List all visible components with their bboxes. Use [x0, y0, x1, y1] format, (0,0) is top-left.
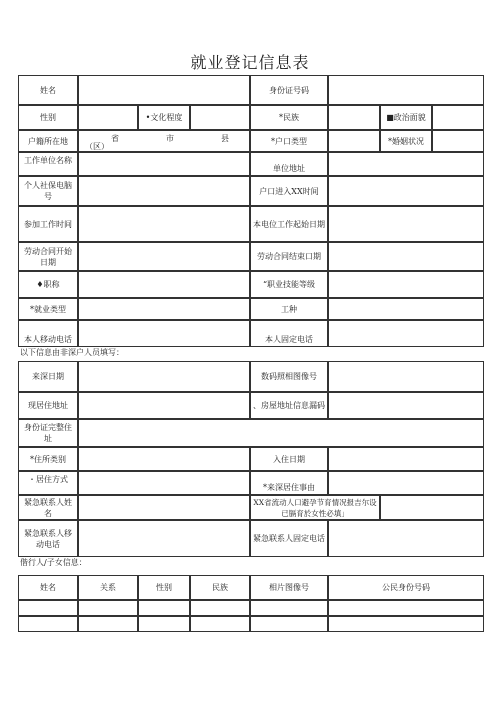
companion-header-citizen-id: 公民身份号码 — [328, 575, 484, 600]
arrival-date-field[interactable] — [78, 361, 250, 392]
residence-category-label: *住所类别 — [18, 447, 78, 471]
contract-end-field[interactable] — [328, 242, 484, 271]
id-number-field[interactable] — [328, 75, 484, 105]
landline-phone-label: 本人固定电话 — [250, 320, 328, 347]
political-status-label: ■政治面貌 — [380, 105, 432, 130]
companion-cell[interactable] — [190, 616, 250, 632]
residence-reason-field[interactable] — [328, 471, 484, 495]
photo-number-field[interactable] — [328, 361, 484, 392]
emergency-contact-name-field[interactable] — [78, 495, 250, 520]
employment-registration-form — [18, 75, 484, 632]
housing-code-field[interactable] — [328, 392, 484, 419]
ethnicity-label: *民族 — [250, 105, 328, 130]
full-id-address-field[interactable] — [78, 419, 484, 447]
work-start-time-label: 参加工作时间 — [18, 206, 78, 242]
mobile-phone-label: 本人移动电话 — [18, 320, 78, 347]
province-label: 省 — [111, 134, 119, 143]
move-in-date-field[interactable] — [328, 447, 484, 471]
emergency-landline-field[interactable] — [328, 520, 484, 557]
full-id-address-label: 身份证完整住址 — [18, 419, 78, 447]
emergency-mobile-field[interactable] — [78, 520, 250, 557]
work-unit-name-label: 工作单位名称 — [18, 152, 78, 176]
companion-cell[interactable] — [78, 600, 138, 616]
marital-status-label: *婚姻状况 — [380, 130, 432, 152]
education-label: •文化程度 — [138, 105, 190, 130]
fertility-notice-label: XX省流动人口避孕节育情况报吉尔设已膈育於女性必填」 — [250, 495, 380, 520]
emergency-landline-label: 紧急联系人固定电话 — [250, 520, 328, 557]
contract-start-field[interactable] — [78, 242, 250, 271]
social-security-field[interactable] — [78, 176, 250, 206]
vocational-level-label: “职业技能等级 — [250, 271, 328, 298]
emergency-mobile-label: 紧急联系人移动电话 — [18, 520, 78, 557]
landline-phone-field[interactable] — [328, 320, 484, 347]
household-type-label: *户口类型 — [250, 130, 328, 152]
emergency-contact-name-label: 紧急联系人姓名 — [18, 495, 78, 520]
ethnicity-field[interactable] — [328, 105, 380, 130]
household-location-label: 户籍所在地 — [18, 130, 78, 152]
city-label: 市 — [166, 134, 174, 143]
companion-header-relation: 关系 — [78, 575, 138, 600]
vocational-level-field[interactable] — [328, 271, 484, 298]
gender-label: 性别 — [18, 105, 78, 130]
household-entry-time-label: 户口进入XX时间 — [250, 176, 328, 206]
employment-type-label: *就业类型 — [18, 298, 78, 320]
current-address-field[interactable] — [78, 392, 250, 419]
social-security-label: 个人社保电脑号 — [18, 176, 78, 206]
photo-number-label: 数码照相图像号 — [250, 361, 328, 392]
companion-cell[interactable] — [18, 616, 78, 632]
non-local-note: 以下信息由非深户人员填写： — [20, 348, 124, 357]
political-status-field[interactable] — [432, 105, 484, 130]
mobile-phone-field[interactable] — [78, 320, 250, 347]
arrival-date-label: 来深日期 — [18, 361, 78, 392]
id-number-label: 身份证号码 — [250, 75, 328, 105]
contract-end-label: 劳动合同结束口期 — [250, 242, 328, 271]
household-type-field[interactable] — [328, 130, 380, 152]
move-in-date-label: 入住日期 — [250, 447, 328, 471]
unit-address-label: 单位地址 — [250, 152, 328, 176]
work-start-time-field[interactable] — [78, 206, 250, 242]
gender-field[interactable] — [78, 105, 138, 130]
housing-code-label: 、房屋地址信息漏码 — [250, 392, 328, 419]
companion-cell[interactable] — [190, 600, 250, 616]
employment-type-field[interactable] — [78, 298, 250, 320]
companions-note: 偕行人/子女信息： — [20, 558, 87, 567]
residence-mode-label: ・居住方式 — [18, 471, 78, 495]
companion-header-gender: 性别 — [138, 575, 190, 600]
companion-cell[interactable] — [78, 616, 138, 632]
companion-header-photo-number: 相片图像号 — [250, 575, 328, 600]
name-field[interactable] — [78, 75, 250, 105]
companion-cell[interactable] — [138, 616, 190, 632]
fertility-notice-field[interactable] — [380, 495, 484, 520]
companion-cell[interactable] — [18, 600, 78, 616]
page-title: 就业登记信息表 — [190, 53, 310, 72]
work-type-field[interactable] — [328, 298, 484, 320]
unit-start-date-label: 本电位工作起始日期 — [250, 206, 328, 242]
marital-status-field[interactable] — [432, 130, 484, 152]
residence-category-field[interactable] — [78, 447, 250, 471]
companion-cell[interactable] — [328, 600, 484, 616]
companion-cell[interactable] — [250, 616, 328, 632]
unit-address-field[interactable] — [328, 152, 484, 176]
work-unit-name-field[interactable] — [78, 152, 250, 176]
county-label: 县 — [221, 134, 229, 143]
companion-cell[interactable] — [138, 600, 190, 616]
work-type-label: 工种 — [250, 298, 328, 320]
residence-reason-label: *来深居住事由 — [250, 471, 328, 495]
household-location-field[interactable] — [78, 130, 250, 152]
district-label: （区） — [85, 142, 109, 151]
contract-start-label: 劳动合同开始日期 — [18, 242, 78, 271]
unit-start-date-field[interactable] — [328, 206, 484, 242]
job-title-field[interactable] — [78, 271, 250, 298]
companion-header-name: 姓名 — [18, 575, 78, 600]
companion-header-ethnicity: 民族 — [190, 575, 250, 600]
education-field[interactable] — [190, 105, 250, 130]
companion-cell[interactable] — [250, 600, 328, 616]
residence-mode-field[interactable] — [78, 471, 250, 495]
current-address-label: 现居住地址 — [18, 392, 78, 419]
companion-cell[interactable] — [328, 616, 484, 632]
job-title-label: ♦职称 — [18, 271, 78, 298]
household-entry-time-field[interactable] — [328, 176, 484, 206]
name-label: 姓名 — [18, 75, 78, 105]
